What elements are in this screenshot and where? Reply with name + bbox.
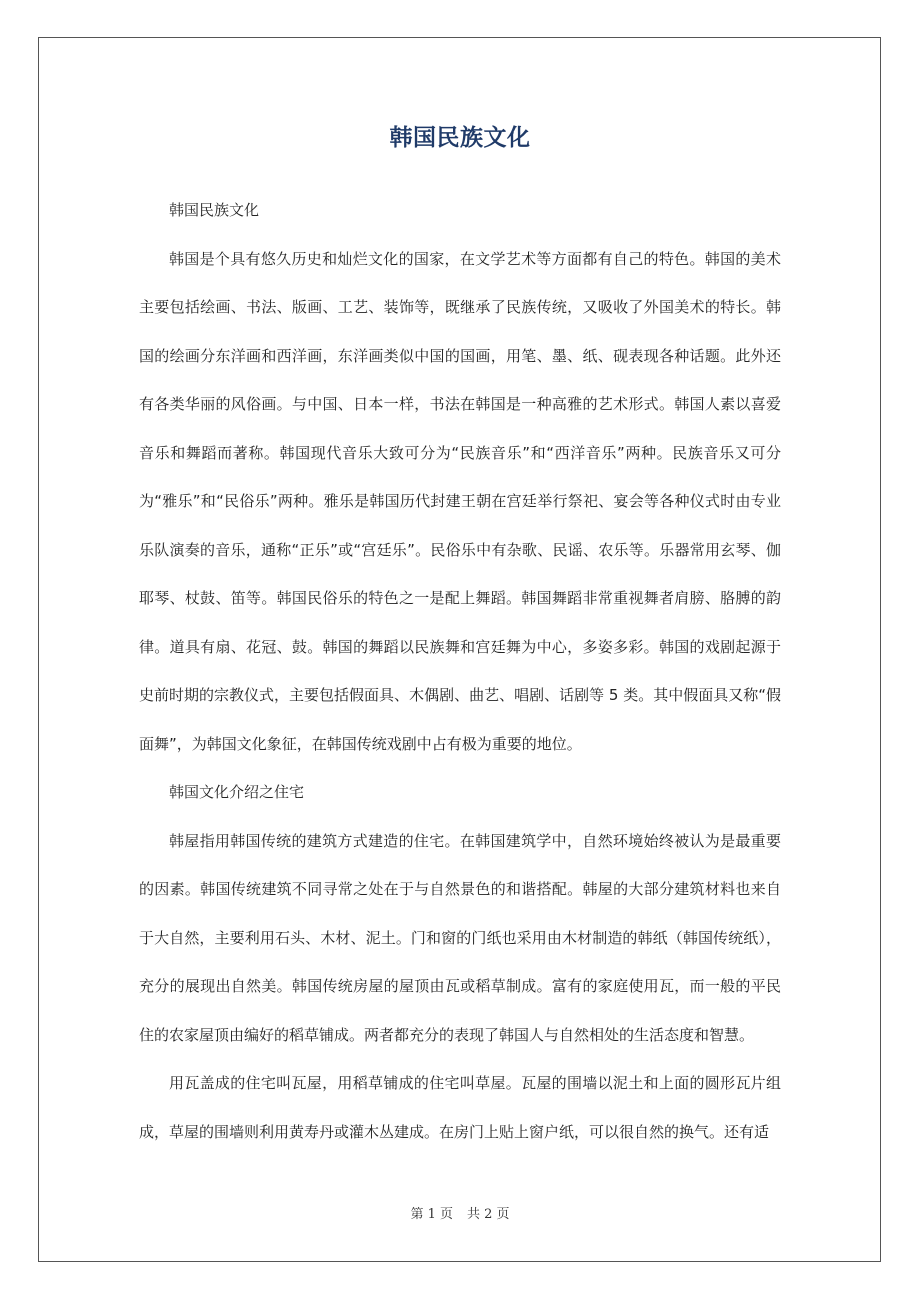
document-body — [139, 186, 781, 1156]
section-heading: 韩国文化介绍之住宅 — [169, 783, 305, 801]
section-heading: 韩国民族文化 — [169, 201, 260, 219]
page-footer — [0, 1205, 920, 1225]
page-total: 共 2 页 — [467, 1207, 510, 1222]
body-paragraph: 韩屋指用韩国传统的建筑方式建造的住宅。在韩国建筑学中，自然环境始终被认为是最重要的因素。韩国传统建筑不同寻常之处在于与自然景色的和谐搭配。韩屋的大部分建筑材料也来自于大自然，主要利用石头、木材、泥土。门和窗的门纸也采用由木材制造的韩纸（韩国传统纸），充分的展现出自然美。韩国传统房屋的屋顶由瓦或稻草制成。富有的家庭使用瓦，而一般的平民住的农家屋顶由编好的稻草铺成。两者都充分的表现了韩国人与自然相处的生活态度和智慧。 — [139, 831, 781, 1044]
document-title: 韩国民族文化 — [389, 125, 531, 151]
page-number: 第 1 页 — [410, 1207, 453, 1222]
body-paragraph: 韩国是个具有悠久历史和灿烂文化的国家，在文学艺术等方面都有自己的特色。韩国的美术主要包括绘画、书法、版画、工艺、装饰等，既继承了民族传统，又吸收了外国美术的特长。韩国的绘画分东洋画和西洋画，东洋画类似中国的国画，用笔、墨、纸、砚表现各种话题。此外还有各类华丽的风俗画。与中国、日本一样，书法在韩国是一种高雅的艺术形式。韩国人素以喜爱音乐和舞蹈而著称。韩国现代音乐大致可分为“民族音乐”和“西洋音乐”两种。民族音乐又可分为“雅乐”和“民俗乐”两种。雅乐是韩国历代封建王朝在宫廷举行祭祀、宴会等各种仪式时由专业乐队演奏的音乐，通称“正乐”或“宫廷乐”。民俗乐中有杂歌、民谣、农乐等。乐器常用玄琴、伽耶琴、杖鼓、笛等。韩国民俗乐的特色之一是配上舞蹈。韩国舞蹈非常重视舞者肩膀、胳膊的韵律。道具有扇、花冠、鼓。韩国的舞蹈以民族舞和宫廷舞为中心，多姿多彩。韩国的戏剧起源于史前时期的宗教仪式，主要包括假面具、木偶剧、曲艺、唱剧、话剧等 5 类。其中假面具又称“假面舞”，为韩国文化象征，在韩国传统戏剧中占有极为重要的地位。 — [139, 249, 781, 753]
body-paragraph: 用瓦盖成的住宅叫瓦屋，用稻草铺成的住宅叫草屋。瓦屋的围墙以泥土和上面的圆形瓦片组成，草屋的围墙则利用黄寿丹或灌木丛建成。在房门上贴上窗户纸，可以很自然的换气。还有适 — [139, 1074, 781, 1141]
